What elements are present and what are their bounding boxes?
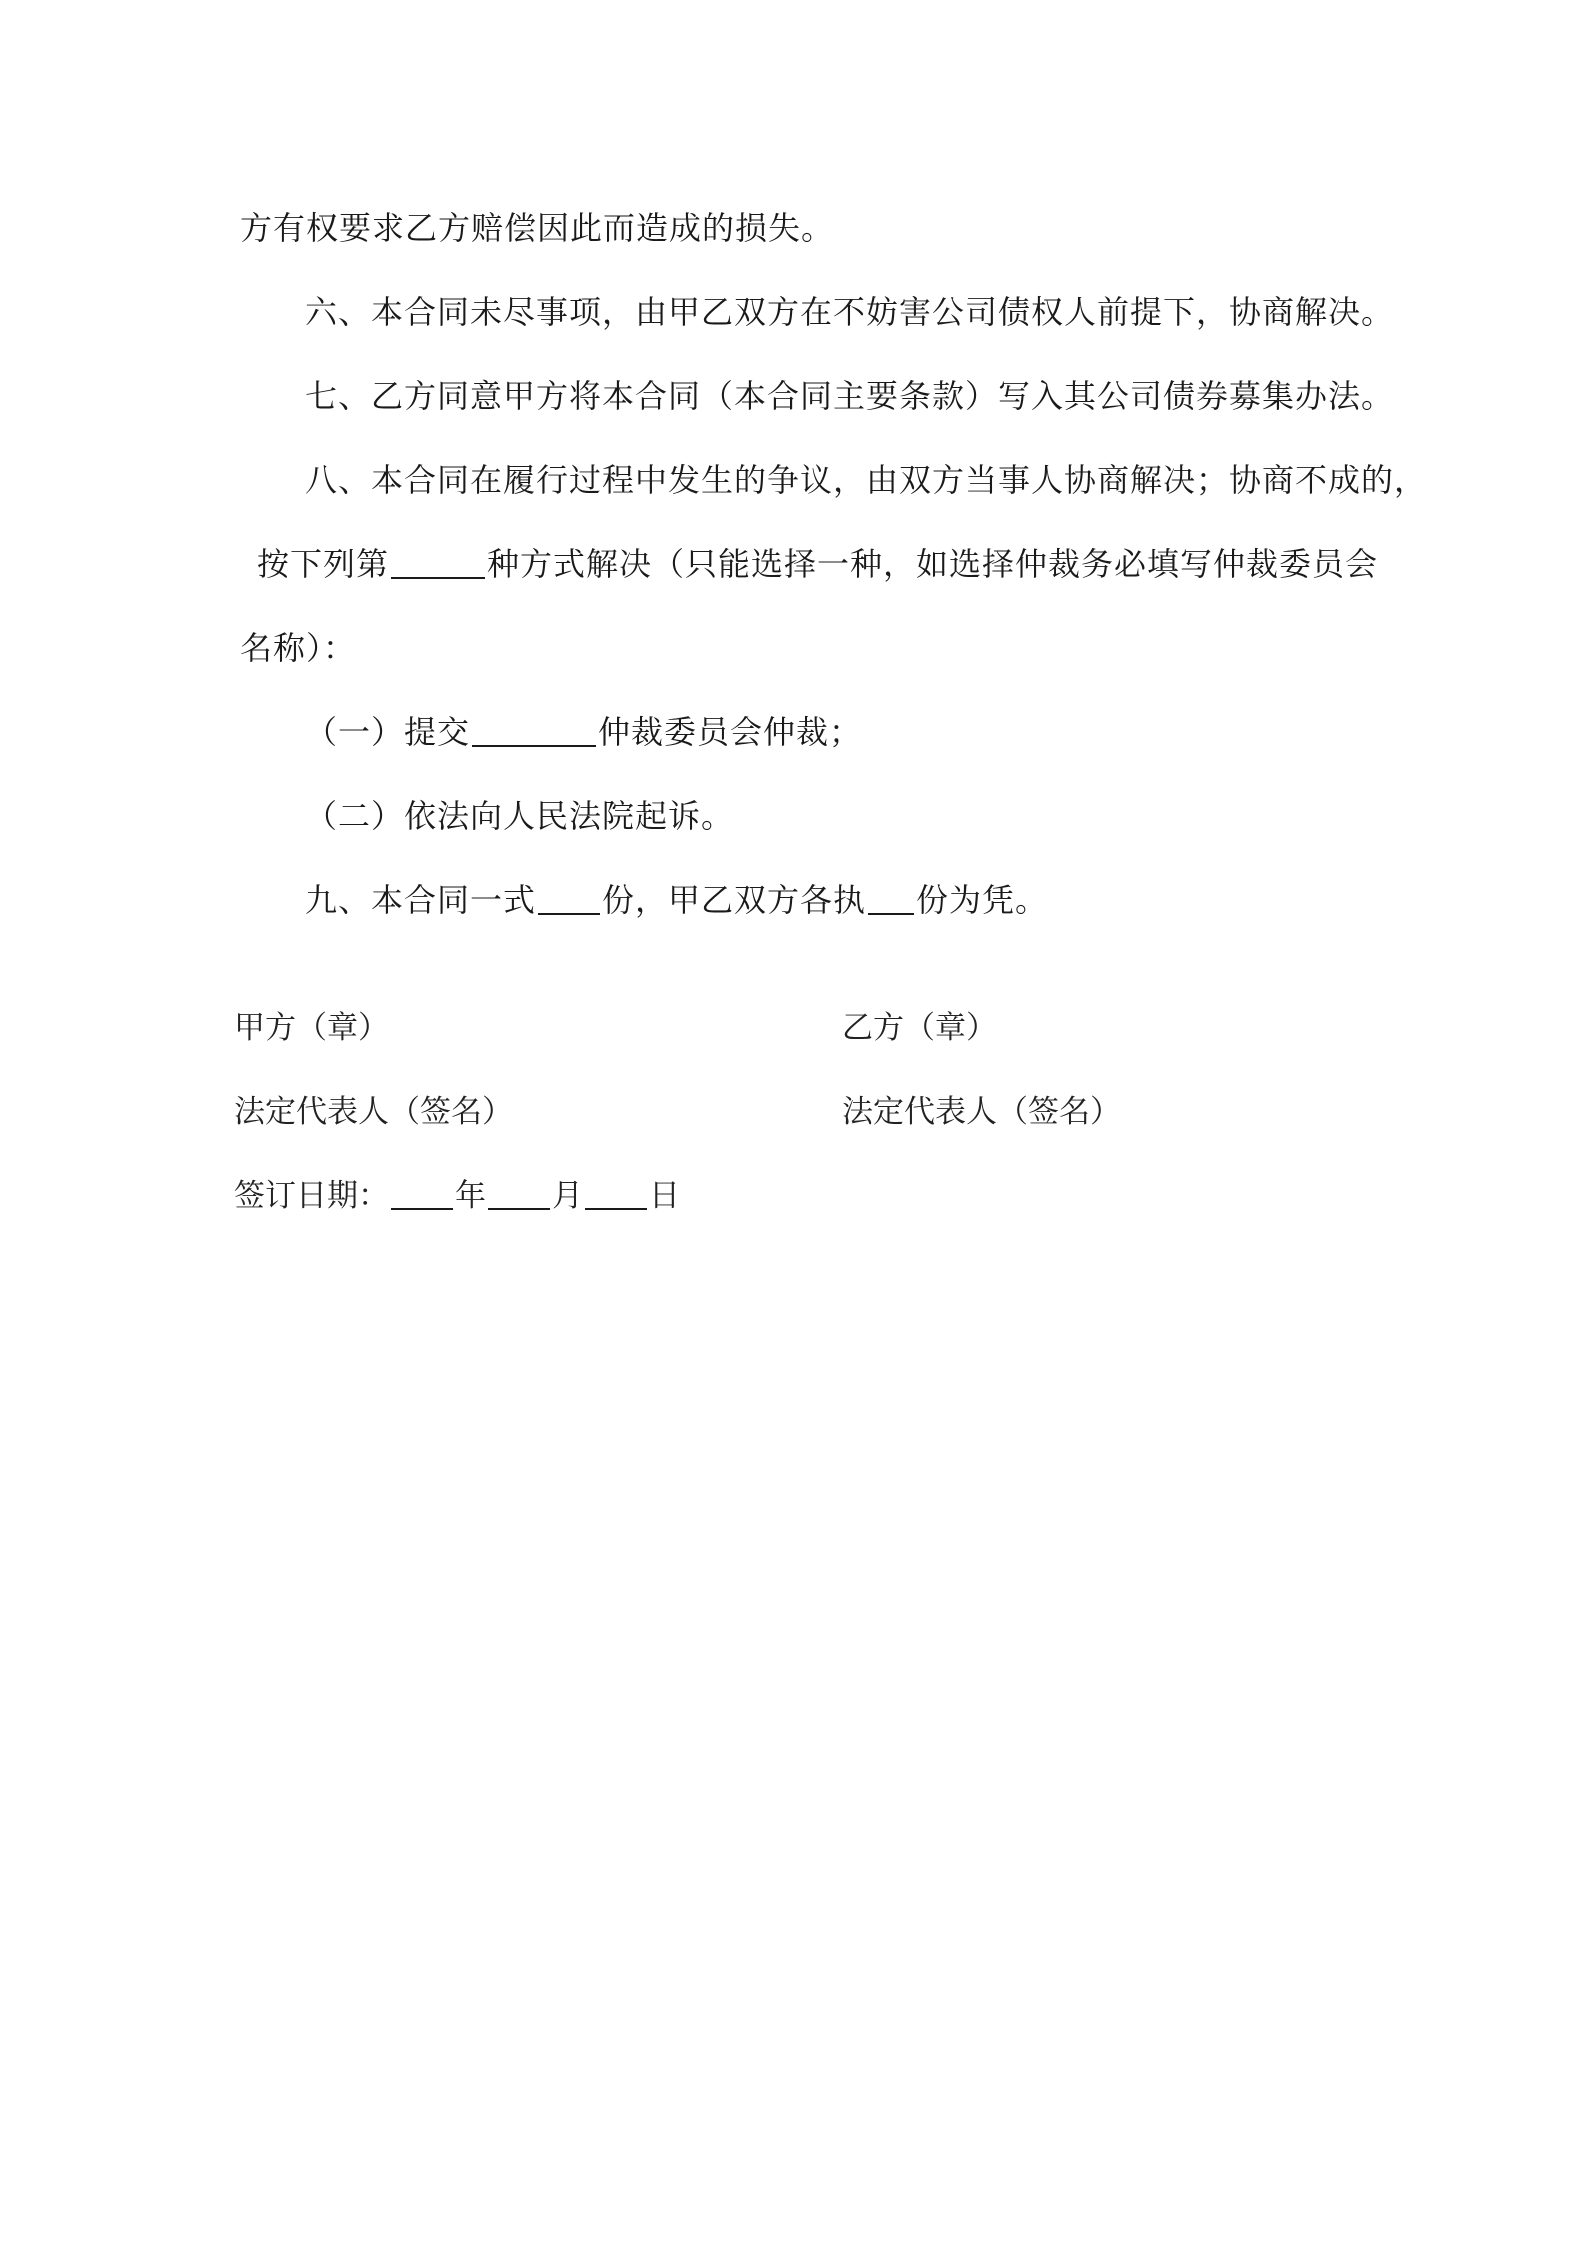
day-blank[interactable]	[585, 1178, 647, 1210]
clause-8-text-b: 种方式解决（只能选择一种，如选择仲裁务必填写仲裁委员会	[487, 545, 1379, 583]
signing-date	[234, 1176, 680, 1216]
clause-8-line-3: 名称）：	[240, 629, 357, 667]
copies-each-blank[interactable]	[868, 883, 914, 915]
month-label: 月	[552, 1178, 583, 1214]
party-a-seal: 甲方（章）	[234, 1010, 389, 1046]
party-b-seal: 乙方（章）	[842, 1010, 997, 1046]
copies-total-blank[interactable]	[538, 883, 600, 915]
option-1	[305, 712, 862, 752]
arbitration-committee-blank[interactable]	[472, 715, 596, 747]
continuation-text: 方有权要求乙方赔偿因此而造成的损失。	[240, 209, 835, 247]
method-number-blank[interactable]	[391, 547, 485, 579]
party-a-representative: 法定代表人（签名）	[234, 1094, 513, 1130]
month-blank[interactable]	[488, 1178, 550, 1210]
year-label: 年	[455, 1178, 486, 1214]
clause-6: 六、本合同未尽事项，由甲乙双方在不妨害公司债权人前提下，协商解决。	[305, 293, 1395, 331]
clause-9-text-b: 份，甲乙双方各执	[602, 881, 867, 919]
party-b-representative: 法定代表人（签名）	[842, 1094, 1121, 1130]
clause-9-text-c: 份为凭。	[916, 881, 1049, 919]
clause-8-line-1: 八、本合同在履行过程中发生的争议，由双方当事人协商解决；协商不成的，	[305, 461, 1428, 499]
option-1-text-a: （一）提交	[305, 713, 471, 751]
date-label: 签订日期：	[234, 1178, 389, 1214]
clause-7: 七、乙方同意甲方将本合同（本合同主要条款）写入其公司债券募集办法。	[305, 377, 1395, 415]
clause-8-text-a: 按下列第	[257, 545, 390, 583]
day-label: 日	[649, 1178, 680, 1214]
clause-9-text-a: 九、本合同一式	[305, 881, 537, 919]
clause-8-line-2	[257, 544, 1378, 584]
clause-9	[305, 880, 1048, 920]
year-blank[interactable]	[391, 1178, 453, 1210]
option-1-text-b: 仲裁委员会仲裁；	[598, 713, 863, 751]
option-2: （二）依法向人民法院起诉。	[305, 797, 735, 835]
